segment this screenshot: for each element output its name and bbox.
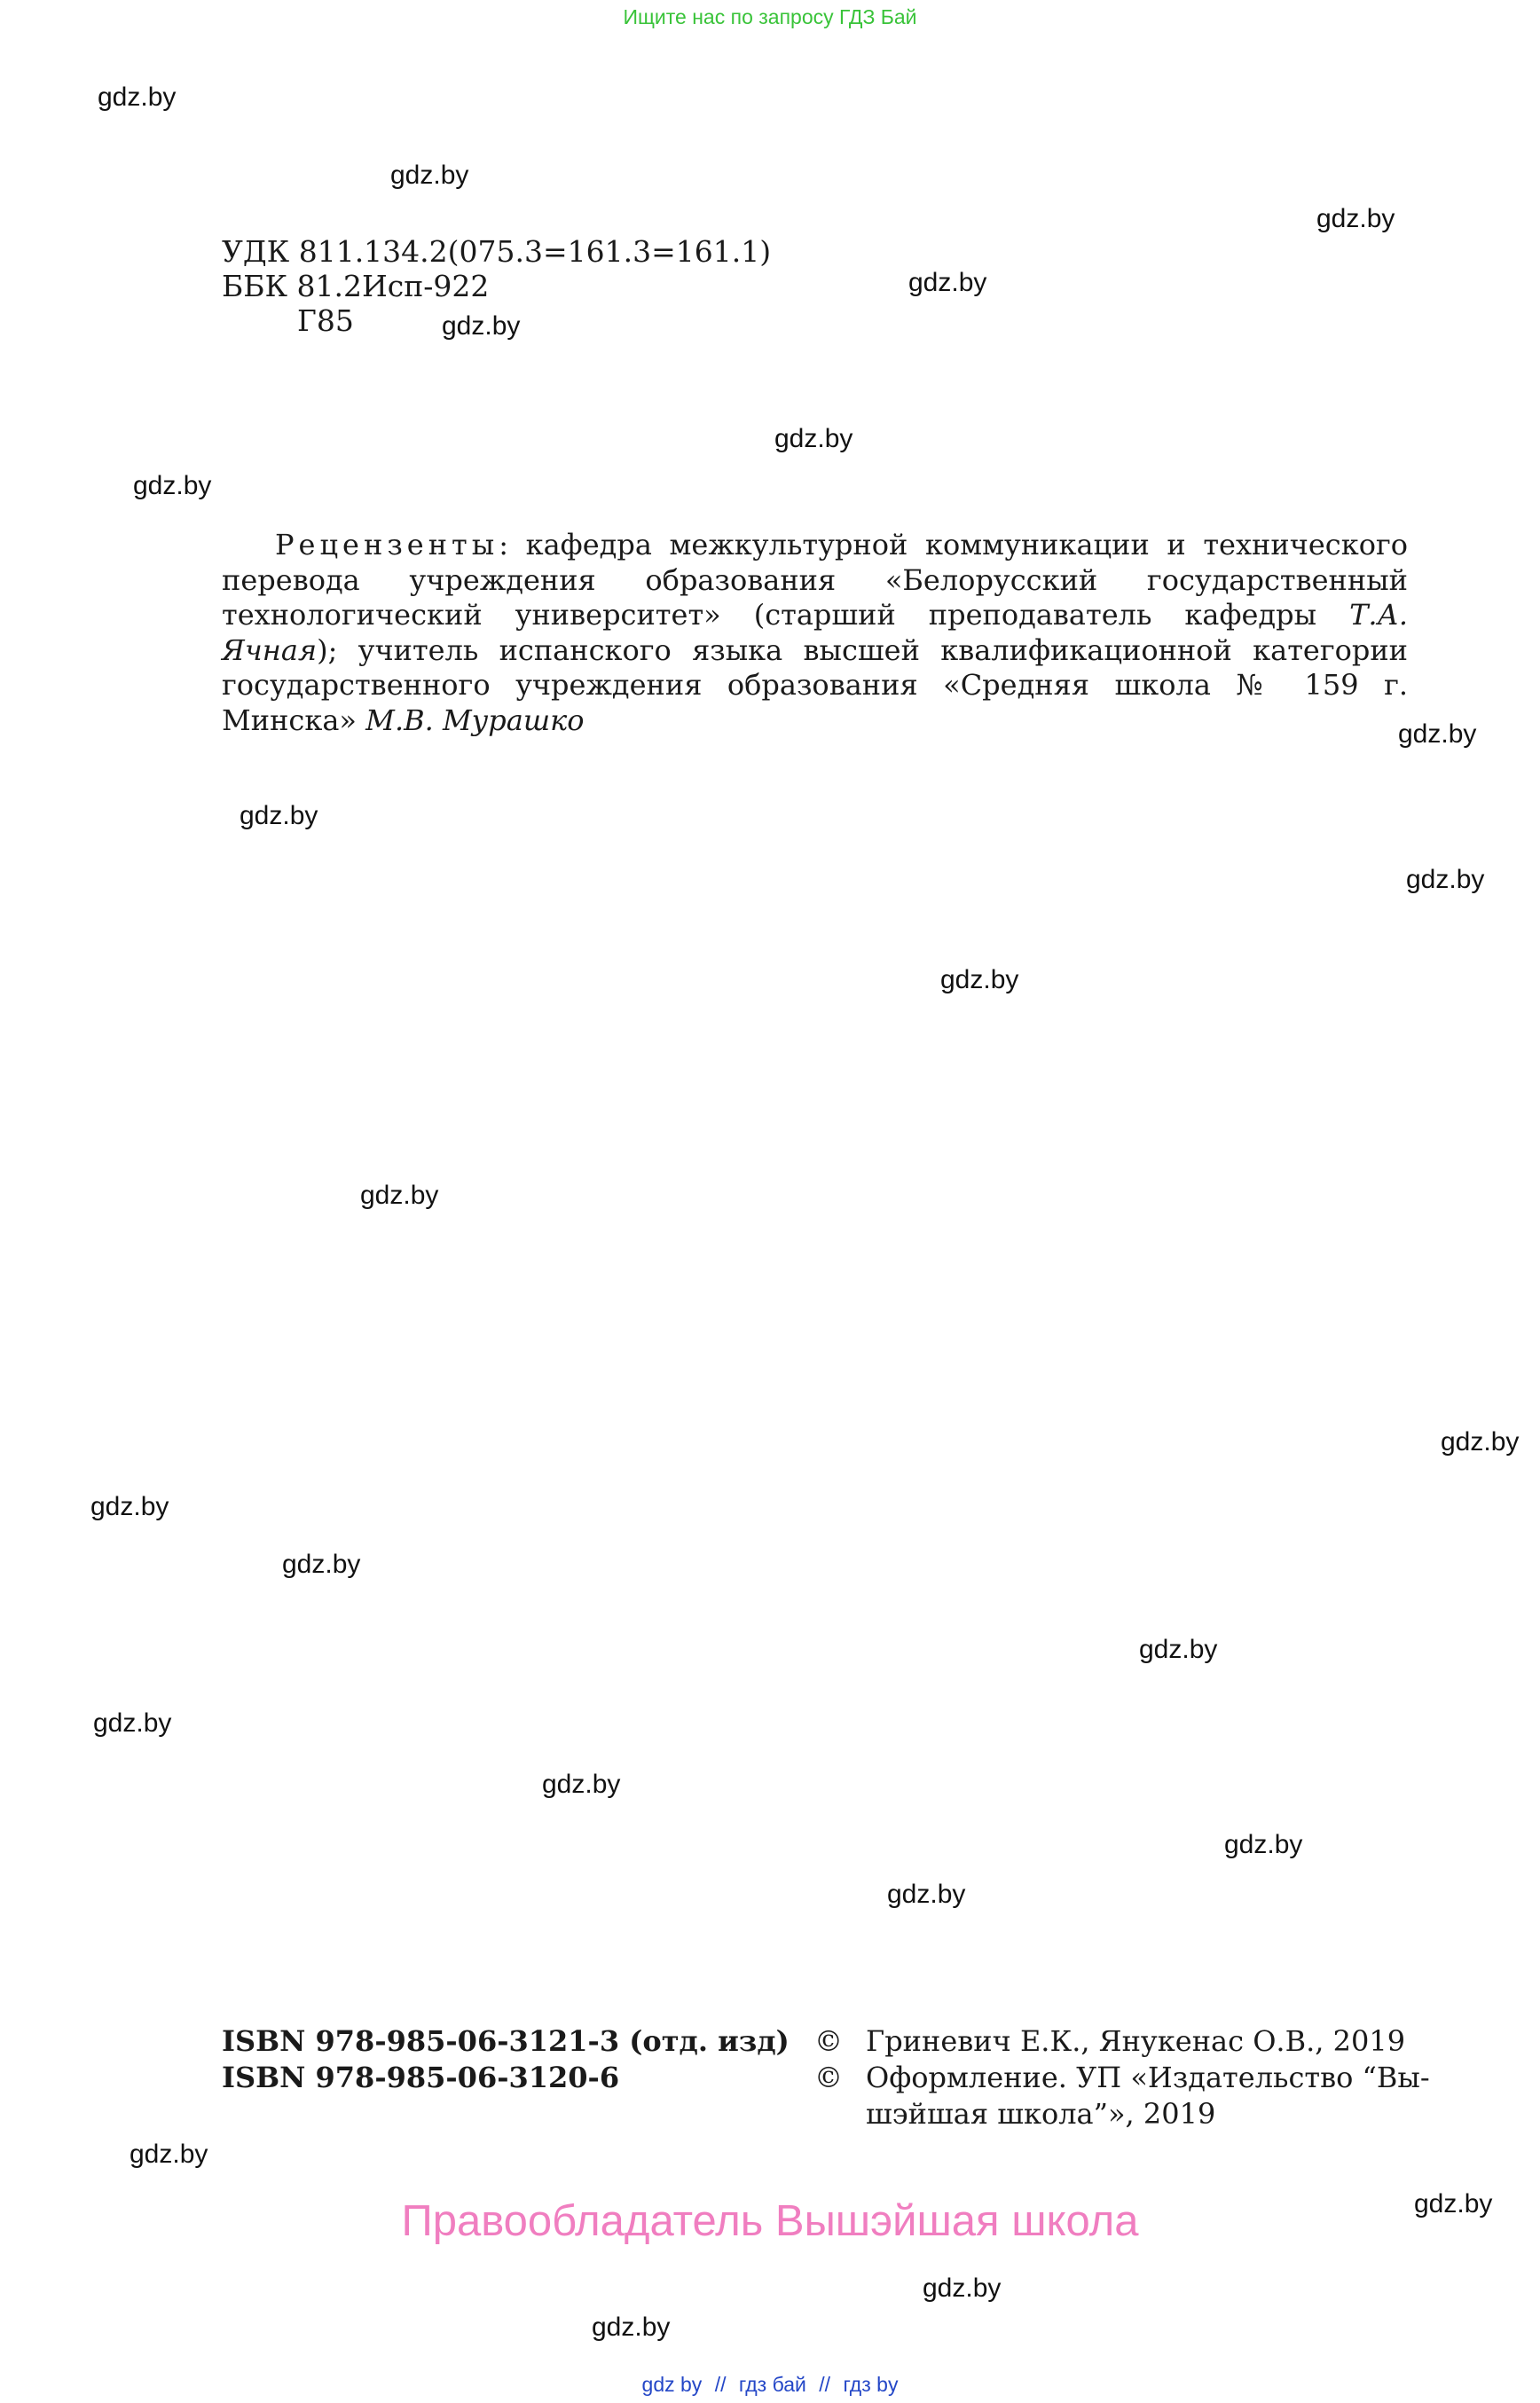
watermark: gdz.by <box>923 2273 1002 2303</box>
watermark: gdz.by <box>1398 719 1477 749</box>
watermark: gdz.by <box>282 1550 361 1579</box>
watermark: gdz.by <box>98 82 177 112</box>
author-mark: Г85 <box>297 303 354 338</box>
copyright-line-2b: шэйшая школа”», 2019 <box>866 2097 1216 2131</box>
footer-link-gdz-by-cyr[interactable]: гдз by <box>843 2373 899 2396</box>
watermark: gdz.by <box>940 965 1019 994</box>
watermark: gdz.by <box>133 471 212 500</box>
watermark: gdz.by <box>1406 865 1485 894</box>
watermark: gdz.by <box>442 311 521 341</box>
watermark: gdz.by <box>240 801 318 830</box>
copyright-symbol: © <box>814 2024 843 2058</box>
watermark: gdz.by <box>542 1770 621 1799</box>
watermark: gdz.by <box>1414 2189 1493 2218</box>
footer-separator: // <box>714 2373 727 2396</box>
watermark: gdz.by <box>1441 1427 1520 1457</box>
watermark: gdz.by <box>93 1708 172 1738</box>
watermark: gdz.by <box>774 424 853 453</box>
watermark: gdz.by <box>1224 1830 1303 1859</box>
reviewers-text-2: ); учитель испанского языка высшей квалификационной категории государственного учреждения образования «Средняя школа № 159 г. Минска» <box>222 632 1408 737</box>
watermark: gdz.by <box>130 2140 208 2169</box>
watermark: gdz.by <box>908 268 987 297</box>
footer-link-gdz-by[interactable]: gdz by <box>641 2373 703 2396</box>
copyright-line-1: Гриневич Е.К., Янукенас О.В., 2019 <box>866 2024 1406 2058</box>
watermark: gdz.by <box>1139 1635 1218 1664</box>
reviewers-text-1: : кафедра межкультурной коммуникации и технического перевода учреждения образования «Белорусский государственный технологический университет» (старший преподаватель кафедры <box>222 528 1408 632</box>
copyright-symbol: © <box>814 2061 843 2094</box>
isbn-line-2: ISBN 978-985-06-3120-6 <box>222 2061 620 2094</box>
udk-code: УДК 811.134.2(075.3=161.3=161.1) <box>222 234 772 269</box>
copyright-line-2a: Оформление. УП «Издательство “Вы- <box>866 2061 1430 2094</box>
footer-separator: // <box>819 2373 831 2396</box>
top-banner: Ищите нас по запросу ГДЗ Бай <box>623 5 917 28</box>
isbn-line-1: ISBN 978-985-06-3121-3 (отд. изд) <box>222 2024 790 2058</box>
footer-link-gdz-bai[interactable]: гдз бай <box>738 2373 806 2396</box>
watermark: gdz.by <box>360 1181 439 1210</box>
watermark: gdz.by <box>90 1492 169 1521</box>
watermark: gdz.by <box>1316 204 1395 233</box>
bbk-code: ББК 81.2Исп-922 <box>222 269 490 303</box>
reviewers-label: Рецензенты <box>275 528 499 561</box>
reviewer-name-2: М.В. Мурашко <box>365 703 585 737</box>
watermark: gdz.by <box>592 2313 671 2342</box>
rights-holder: Правообладатель Вышэйшая школа <box>401 2197 1139 2245</box>
watermark: gdz.by <box>887 1880 966 1909</box>
reviewers-paragraph <box>222 528 1408 738</box>
reviewer-name-1: Т.А. Ячная <box>222 598 1408 667</box>
footer-links <box>0 2373 1540 2397</box>
watermark: gdz.by <box>390 161 469 190</box>
